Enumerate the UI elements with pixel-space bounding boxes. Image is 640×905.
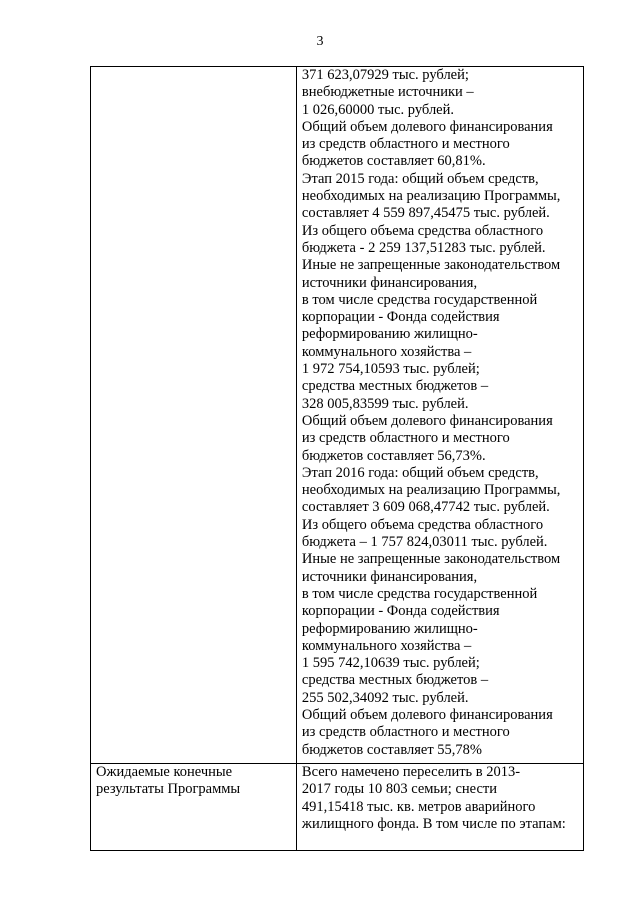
text-line: составляет 4 559 897,45475 тыс. рублей. bbox=[301, 205, 550, 222]
text-line: 371 623,07929 тыс. рублей; bbox=[301, 67, 469, 83]
text-line: жилищного фонда. В том числе по этапам: bbox=[301, 815, 566, 832]
text-line: бюджетов составляет 56,73%. bbox=[301, 447, 486, 464]
text-line: реформированию жилищно- bbox=[301, 620, 478, 637]
financing-label-cell bbox=[91, 67, 297, 764]
text-line: из средств областного и местного bbox=[301, 136, 510, 153]
text-line: источники финансирования, bbox=[301, 568, 478, 585]
text-line: из средств областного и местного bbox=[301, 724, 510, 741]
table-row-financing bbox=[91, 67, 584, 764]
text-line: Общий объем долевого финансирования bbox=[301, 706, 553, 723]
expected-results-label-cell bbox=[91, 764, 297, 851]
text-line: Общий объем долевого финансирования bbox=[301, 412, 553, 429]
text-line: коммунального хозяйства – bbox=[301, 637, 472, 654]
page-number: 3 bbox=[316, 34, 324, 49]
text-line: Ожидаемые конечные bbox=[96, 764, 233, 780]
text-line: Иные не запрещенные законодательством bbox=[301, 551, 561, 568]
text-line: в том числе средства государственной bbox=[301, 585, 538, 602]
text-line: 1 026,60000 тыс. рублей. bbox=[301, 101, 455, 118]
text-line: бюджета - 2 259 137,51283 тыс. рублей. bbox=[301, 239, 546, 256]
text-line: 1 972 754,10593 тыс. рублей; bbox=[301, 361, 480, 378]
text-line: необходимых на реализацию Программы, bbox=[301, 188, 561, 205]
text-line: 2017 годы 10 803 семьи; снести bbox=[301, 781, 497, 798]
text-line: Из общего объема средства областного bbox=[301, 516, 544, 533]
text-line: 491,15418 тыс. кв. метров аварийного bbox=[301, 798, 536, 815]
text-line: бюджетов составляет 60,81%. bbox=[301, 153, 486, 170]
text-line: внебюджетные источники – bbox=[301, 84, 474, 101]
text-line: бюджета – 1 757 824,03011 тыс. рублей. bbox=[301, 534, 548, 551]
expected-results-value-cell bbox=[296, 764, 583, 851]
program-passport-table bbox=[90, 66, 584, 851]
text-line: Всего намечено переселить в 2013- bbox=[301, 764, 521, 780]
text-line: бюджетов составляет 55,78% bbox=[301, 741, 482, 758]
text-line: реформированию жилищно- bbox=[301, 326, 478, 343]
text-line: в том числе средства государственной bbox=[301, 291, 538, 308]
text-line: Этап 2015 года: общий объем средств, bbox=[301, 170, 539, 187]
text-line: корпорации - Фонда содействия bbox=[301, 603, 500, 620]
text-line: коммунального хозяйства – bbox=[301, 343, 472, 360]
text-line: составляет 3 609 068,47742 тыс. рублей. bbox=[301, 499, 550, 516]
text-line: источники финансирования, bbox=[301, 274, 478, 291]
text-line: из средств областного и местного bbox=[301, 430, 510, 447]
text-line: 328 005,83599 тыс. рублей. bbox=[301, 395, 469, 412]
text-line: 255 502,34092 тыс. рублей. bbox=[301, 689, 469, 706]
text-line: Иные не запрещенные законодательством bbox=[301, 257, 561, 274]
text-line: Общий объем долевого финансирования bbox=[301, 118, 553, 135]
text-line: результаты Программы bbox=[96, 781, 241, 798]
financing-value-cell bbox=[296, 67, 583, 764]
text-line: корпорации - Фонда содействия bbox=[301, 309, 500, 326]
text-line: средства местных бюджетов – bbox=[301, 672, 489, 689]
text-line: Из общего объема средства областного bbox=[301, 222, 544, 239]
text-line: необходимых на реализацию Программы, bbox=[301, 482, 561, 499]
table-row-expected-results bbox=[91, 764, 584, 851]
text-line: 1 595 742,10639 тыс. рублей; bbox=[301, 655, 480, 672]
text-line: средства местных бюджетов – bbox=[301, 378, 489, 395]
text-line: Этап 2016 года: общий объем средств, bbox=[301, 464, 539, 481]
